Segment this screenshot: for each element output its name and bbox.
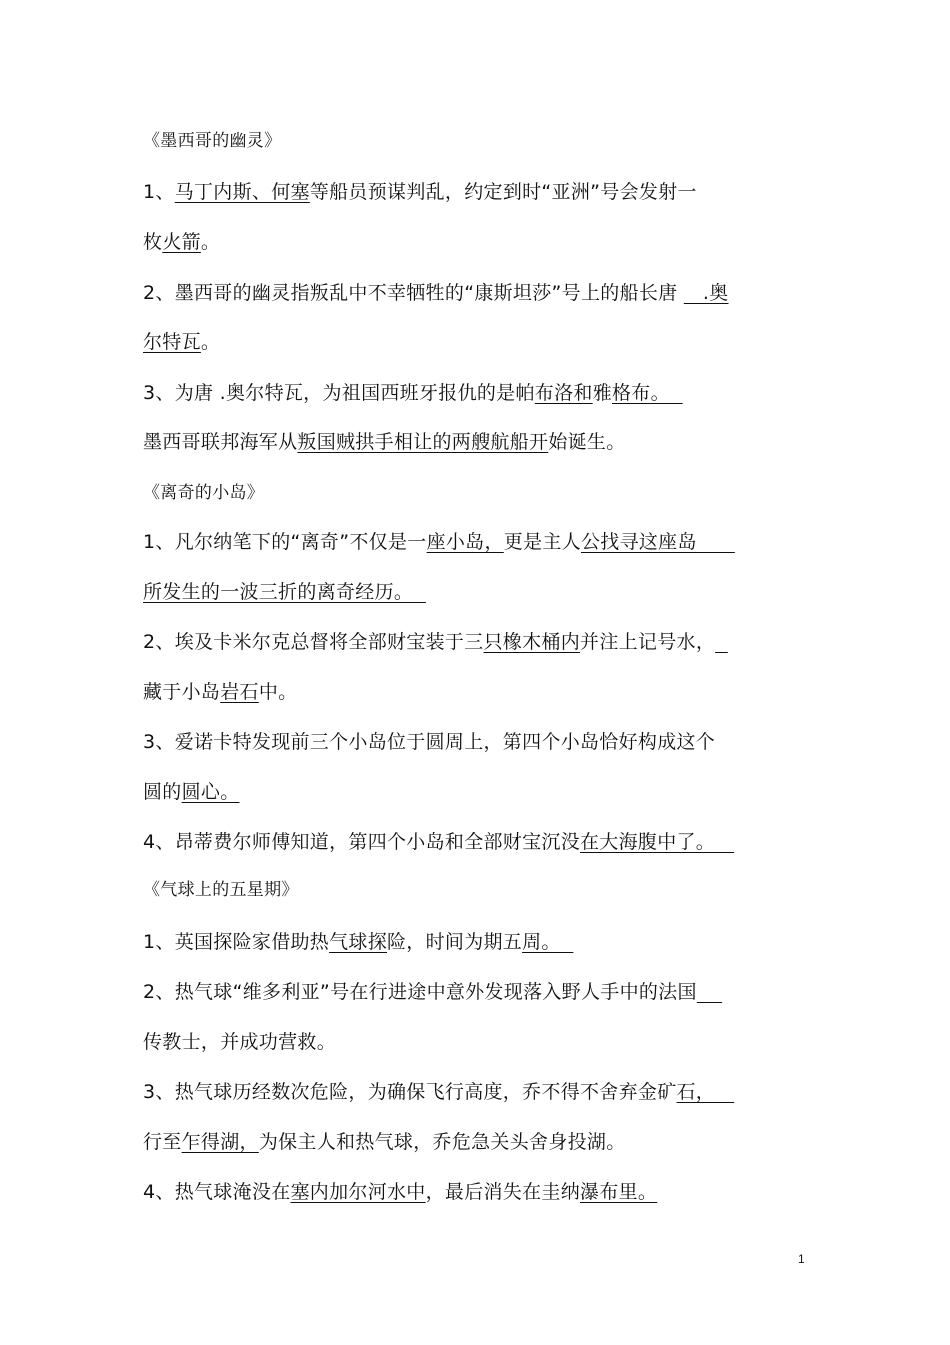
section-title [143, 128, 281, 154]
underlined-answer: 马丁内斯、何塞 [174, 181, 310, 203]
text-segment: 圆的 [143, 781, 182, 803]
text-segment: 4、昂蒂费尔师傅知道，第四个小岛和全部财宝沉没 [143, 831, 580, 853]
text-segment: 。 [200, 331, 221, 353]
text-segment: 1、凡尔纳笔下的“离奇”不仅是一 [143, 531, 427, 553]
text-segment: 更是主人 [503, 531, 581, 553]
text-segment: 藏于小岛 [143, 681, 221, 703]
text-segment: 3、爱诺卡特发现前三个小岛位于圆周上，第四个小岛恰好构成这个 [143, 731, 716, 753]
text-segment: 《气球上的五星期》 [143, 880, 299, 900]
underlined-answer: 石， [676, 1081, 735, 1103]
underlined-answer: .奥 [683, 282, 729, 304]
text-line [143, 380, 683, 406]
text-segment: 始诞生。 [548, 431, 626, 453]
text-segment: 2、埃及卡米尔克总督将全部财宝装于三 [143, 631, 484, 653]
text-segment: 4、热气球淹没在 [143, 1181, 291, 1203]
text-line [143, 829, 734, 855]
text-line [143, 529, 735, 555]
text-segment: 3、热气球历经数次危险，为确保飞行高度，乔不得不舍弃金矿 [143, 1081, 677, 1103]
text-segment: 并注上记号水， [580, 631, 716, 653]
text-line [143, 280, 729, 306]
text-line [143, 329, 220, 355]
section-title [143, 480, 264, 506]
text-line [143, 1029, 336, 1055]
text-line [143, 979, 722, 1005]
text-segment: 枚 [143, 231, 163, 253]
text-segment: ，最后消失在圭纳 [425, 1181, 581, 1203]
underlined-answer: 塞内加尔河水中 [290, 1181, 426, 1203]
text-segment: 2、热气球“维多利亚”号在行进途中意外发现落入野人手中的法国 [143, 981, 697, 1003]
text-segment: 2、墨西哥的幽灵指叛乱中不幸牺牲的“康斯坦莎”号上的船长唐 [143, 282, 684, 304]
underlined-answer: 气球探 [329, 931, 387, 953]
text-line [143, 579, 426, 605]
underlined-answer: 格布。 [612, 382, 683, 404]
text-segment: 等船员预谋判乱，约定到时“亚洲”号会发射一 [309, 181, 697, 203]
text-segment: 。 [200, 231, 221, 253]
text-segment: 雅 [592, 382, 612, 404]
underlined-answer: 座小岛， [426, 531, 504, 553]
underlined-answer: 尔特瓦 [143, 331, 201, 353]
underlined-answer: 公找寻这座岛 [580, 531, 735, 553]
text-line [143, 1179, 657, 1205]
text-segment: 1、英国探险家借助热 [143, 931, 330, 953]
text-line [143, 629, 728, 655]
text-line [143, 679, 297, 705]
text-line [143, 779, 240, 805]
text-line [143, 929, 573, 955]
text-line [143, 429, 626, 455]
text-segment: 3、为唐 .奥尔特瓦，为祖国西班牙报仇的是帕 [143, 382, 535, 404]
page-number: 1 [798, 1252, 805, 1266]
text-segment: 行至 [143, 1131, 182, 1153]
text-line [143, 729, 715, 755]
text-segment: 《墨西哥的幽灵》 [143, 131, 282, 151]
text-segment: 墨西哥联邦海军从 [143, 431, 298, 453]
underlined-answer: 布洛和 [534, 382, 593, 404]
underlined-answer: 乍得湖， [181, 1131, 259, 1153]
underlined-answer: 叛国贼拱手相让的两艘航船开 [297, 431, 549, 453]
text-segment: 《离奇的小岛》 [143, 483, 265, 503]
underlined-answer: 只橡木桶内 [483, 631, 581, 653]
text-line [143, 1079, 734, 1105]
underlined-answer: 岩石 [220, 681, 259, 703]
underlined-answer: 周。 [522, 931, 574, 953]
text-segment: 1、 [143, 181, 175, 203]
text-line [143, 179, 697, 205]
underlined-answer [715, 631, 728, 653]
underlined-answer: 在大海腹中了。 [580, 831, 735, 853]
underlined-answer: 火箭 [162, 231, 201, 253]
text-segment: 险，时间为期五 [387, 931, 523, 953]
text-segment: 为保主人和热气球，乔危急关头舍身投湖。 [258, 1131, 626, 1153]
text-segment: 传教士，并成功营救。 [143, 1031, 337, 1053]
text-line [143, 1129, 626, 1155]
underlined-answer [697, 981, 722, 1003]
underlined-answer: 圆心。 [181, 781, 240, 803]
underlined-answer: 所发生的一波三折的离奇经历。 [143, 581, 426, 603]
text-line [143, 229, 220, 255]
section-title [143, 877, 299, 903]
underlined-answer: 瀑布里。 [580, 1181, 658, 1203]
text-segment: 中。 [258, 681, 298, 703]
